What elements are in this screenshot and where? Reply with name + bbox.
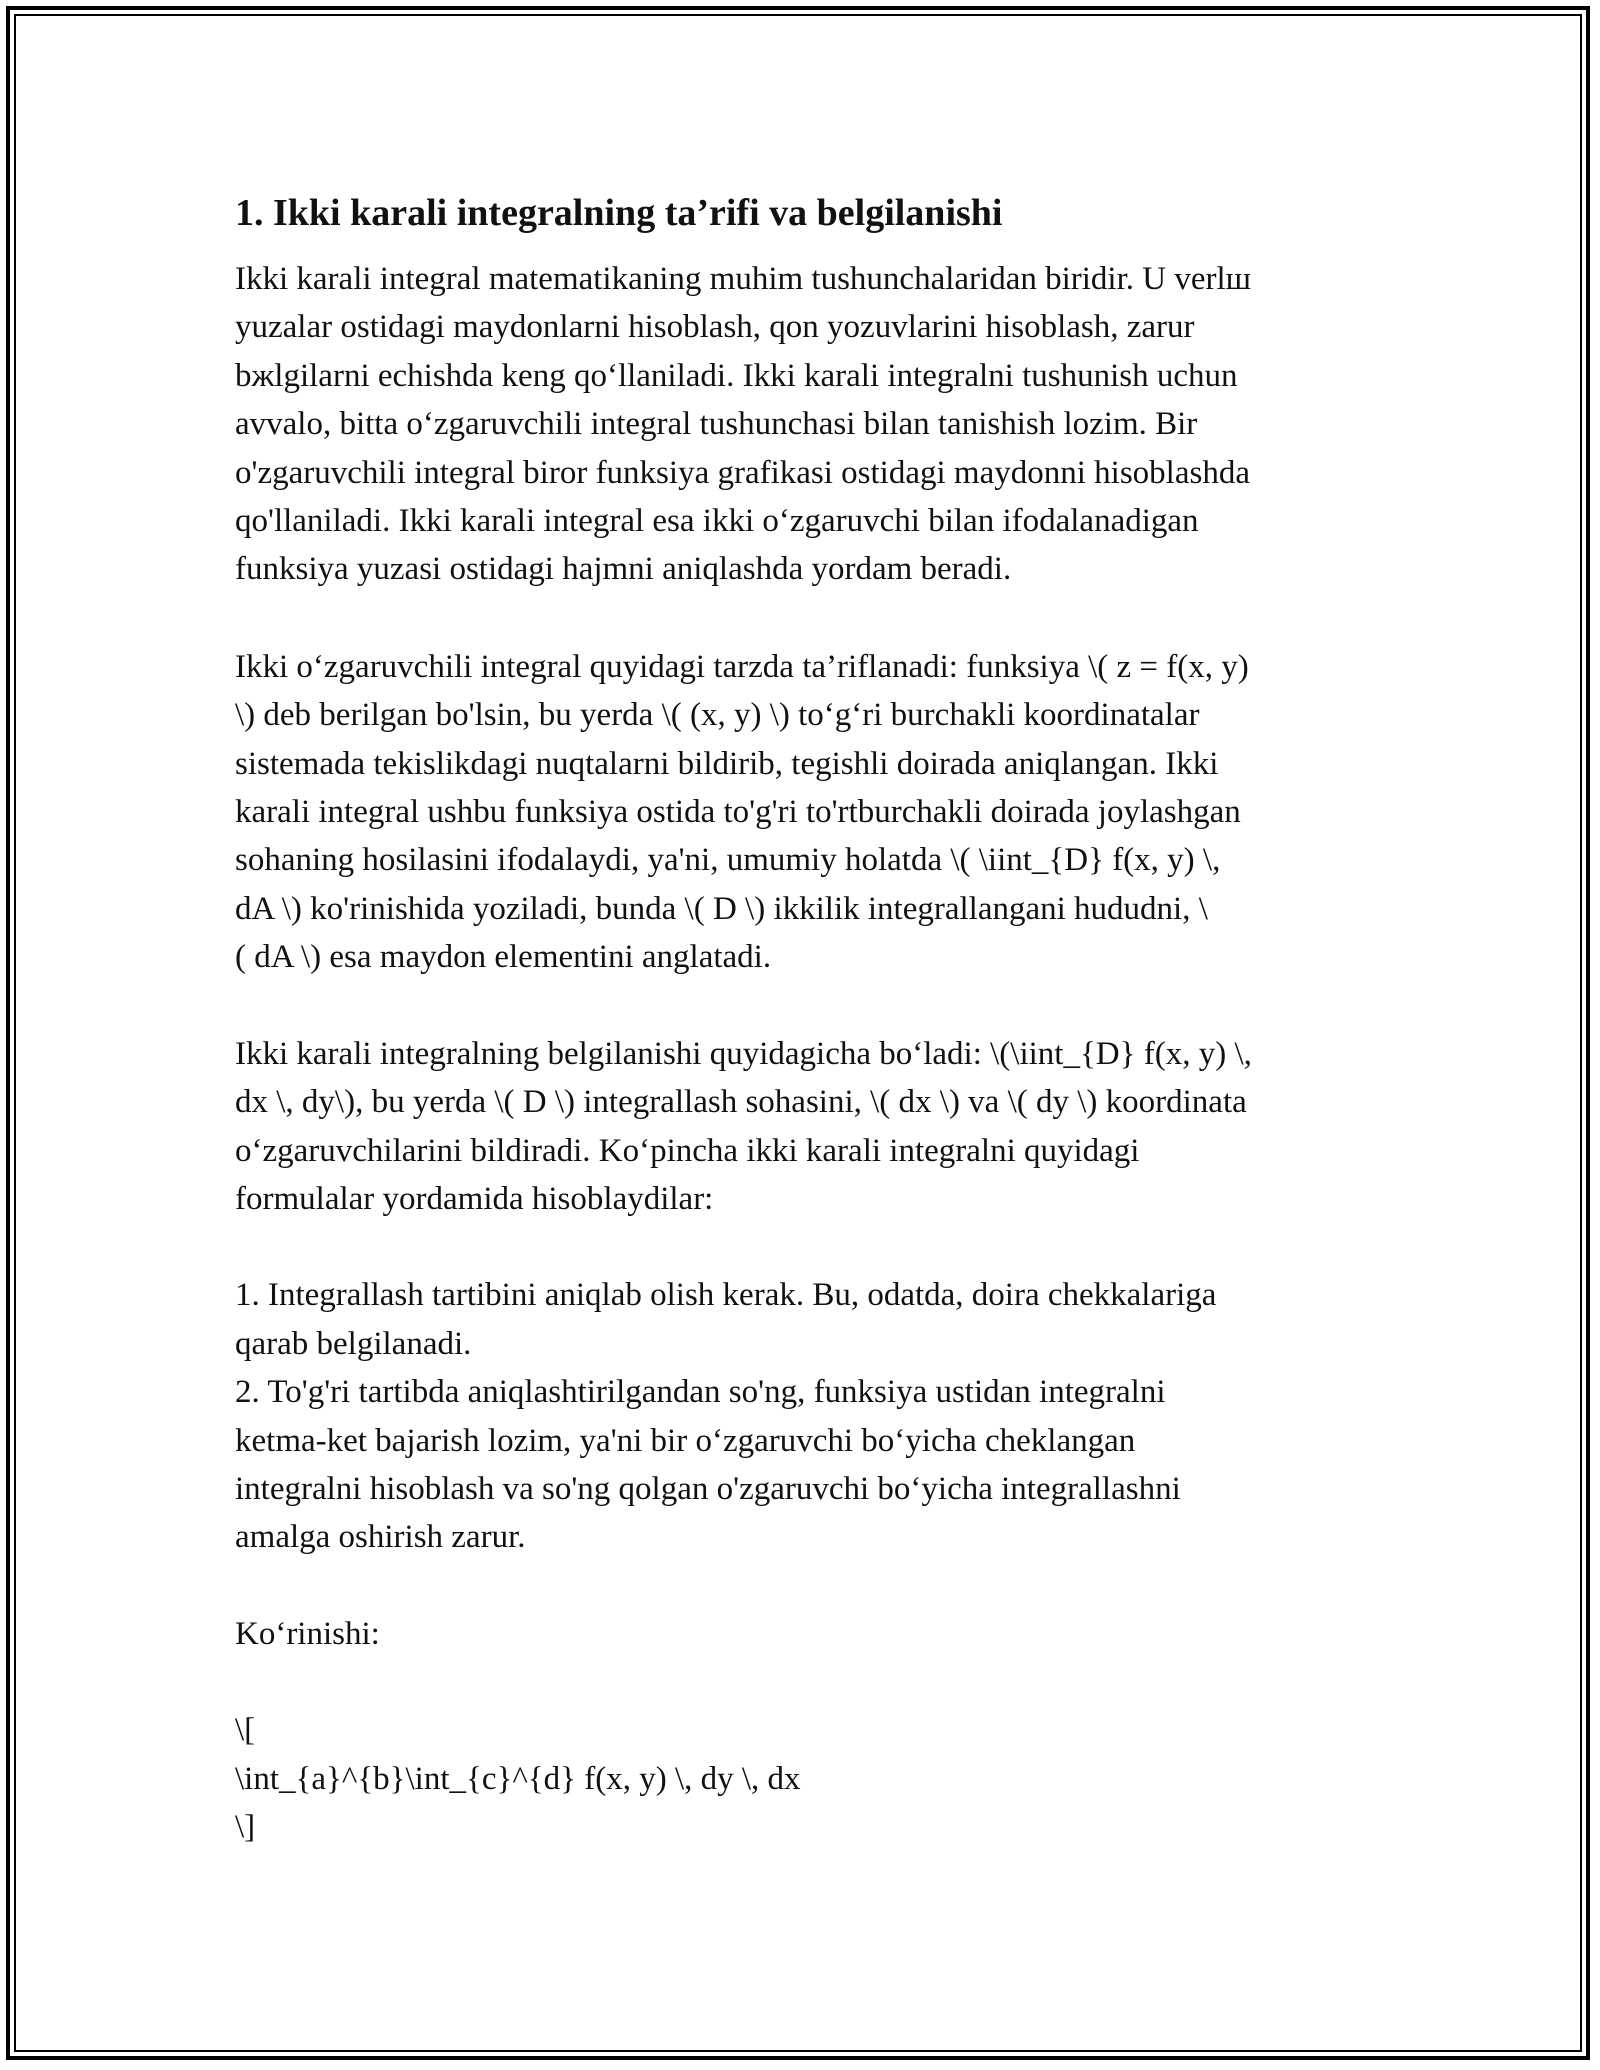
- text-line: Ikki karali integralning belgilanishi quyidagicha bo‘ladi: \(\iint_{D} f(x, y) \,: [235, 1035, 1252, 1072]
- text-line: amalga oshirish zarur.: [235, 1519, 526, 1556]
- text-line: avvalo, bitta o‘zgaruvchili integral tushunchasi bilan tanishish lozim. Bir: [235, 406, 1198, 443]
- text-line: yuzalar ostidagi maydonlarni hisoblash, qon yozuvlarini hisoblash, zarur: [235, 309, 1195, 346]
- text-line: dx \, dy\), bu yerda \( D \) integrallash sohasini, \( dx \) va \( dy \) koordinata: [235, 1084, 1247, 1121]
- text-line: o‘zgaruvchilarini bildiradi. Ko‘pincha ikki karali integralni quyidagi: [235, 1132, 1140, 1169]
- paragraph-definition: [235, 643, 1400, 982]
- section-heading: 1. Ikki karali integralning ta’rifi va belgilanishi: [235, 192, 1003, 234]
- paragraph-formula: [235, 1706, 1400, 1851]
- formula-line: \]: [235, 1808, 256, 1845]
- text-line: 2. To'g'ri tartibda aniqlashtirilgandan so'ng, funksiya ustidan integralni: [235, 1374, 1166, 1411]
- text-line: dA \) ko'rinishida yoziladi, bunda \( D \) ikkilik integrallangani hududni, \: [235, 890, 1208, 927]
- paragraph-form-label: [235, 1610, 1400, 1658]
- text-line: bжlgilarni echishda keng qo‘llaniladi. Ikki karali integralni tushunish uchun: [235, 357, 1238, 394]
- text-line: ketma-ket bajarish lozim, ya'ni bir o‘zgaruvchi bo‘yicha cheklangan: [235, 1422, 1136, 1459]
- paragraph-introduction: [235, 255, 1400, 594]
- text-line: qarab belgilanadi.: [235, 1325, 472, 1362]
- text-line: formulalar yordamida hisoblaydilar:: [235, 1180, 714, 1217]
- text-line: qo'llaniladi. Ikki karali integral esa ikki o‘zgaruvchi bilan ifodalanadigan: [235, 503, 1199, 540]
- text-line: funksiya yuzasi ostidagi hajmni aniqlashda yordam beradi.: [235, 551, 1012, 588]
- text-line: ( dA \) esa maydon elementini anglatadi.: [235, 939, 772, 976]
- text-line: integralni hisoblash va so'ng qolgan o'zgaruvchi bo‘yicha integrallashni: [235, 1470, 1181, 1507]
- formula-line: \[: [235, 1712, 256, 1749]
- text-line: sistemada tekislikdagi nuqtalarni bildirib, tegishli doirada aniqlangan. Ikki: [235, 745, 1219, 782]
- paragraph-steps: [235, 1271, 1400, 1561]
- text-line: o'zgaruvchili integral biror funksiya grafikasi ostidagi maydonni hisoblashda: [235, 454, 1250, 491]
- text-line: sohaning hosilasini ifodalaydi, ya'ni, umumiy holatda \( \iint_{D} f(x, y) \,: [235, 842, 1221, 879]
- text-line: Ikki o‘zgaruvchili integral quyidagi tarzda ta’riflanadi: funksiya \( z = f(x, y): [235, 648, 1249, 685]
- text-line: \) deb berilgan bo'lsin, bu yerda \( (x, y) \) to‘g‘ri burchakli koordinatalar: [235, 697, 1200, 734]
- text-line: 1. Integrallash tartibini aniqlab olish kerak. Bu, odatda, doira chekkalariga: [235, 1277, 1217, 1314]
- text-line: Ikki karali integral matematikaning muhim tushunchalaridan biridir. U verlш: [235, 261, 1252, 297]
- formula-line: \int_{a}^{b}\int_{c}^{d} f(x, y) \, dy \, dx: [235, 1760, 801, 1797]
- document-body: [235, 183, 1400, 1851]
- paragraph-notation: [235, 1030, 1400, 1224]
- text-line: karali integral ushbu funksiya ostida to'g'ri to'rtburchakli doirada joylashgan: [235, 794, 1241, 831]
- text-line: Ko‘rinishi:: [235, 1615, 380, 1652]
